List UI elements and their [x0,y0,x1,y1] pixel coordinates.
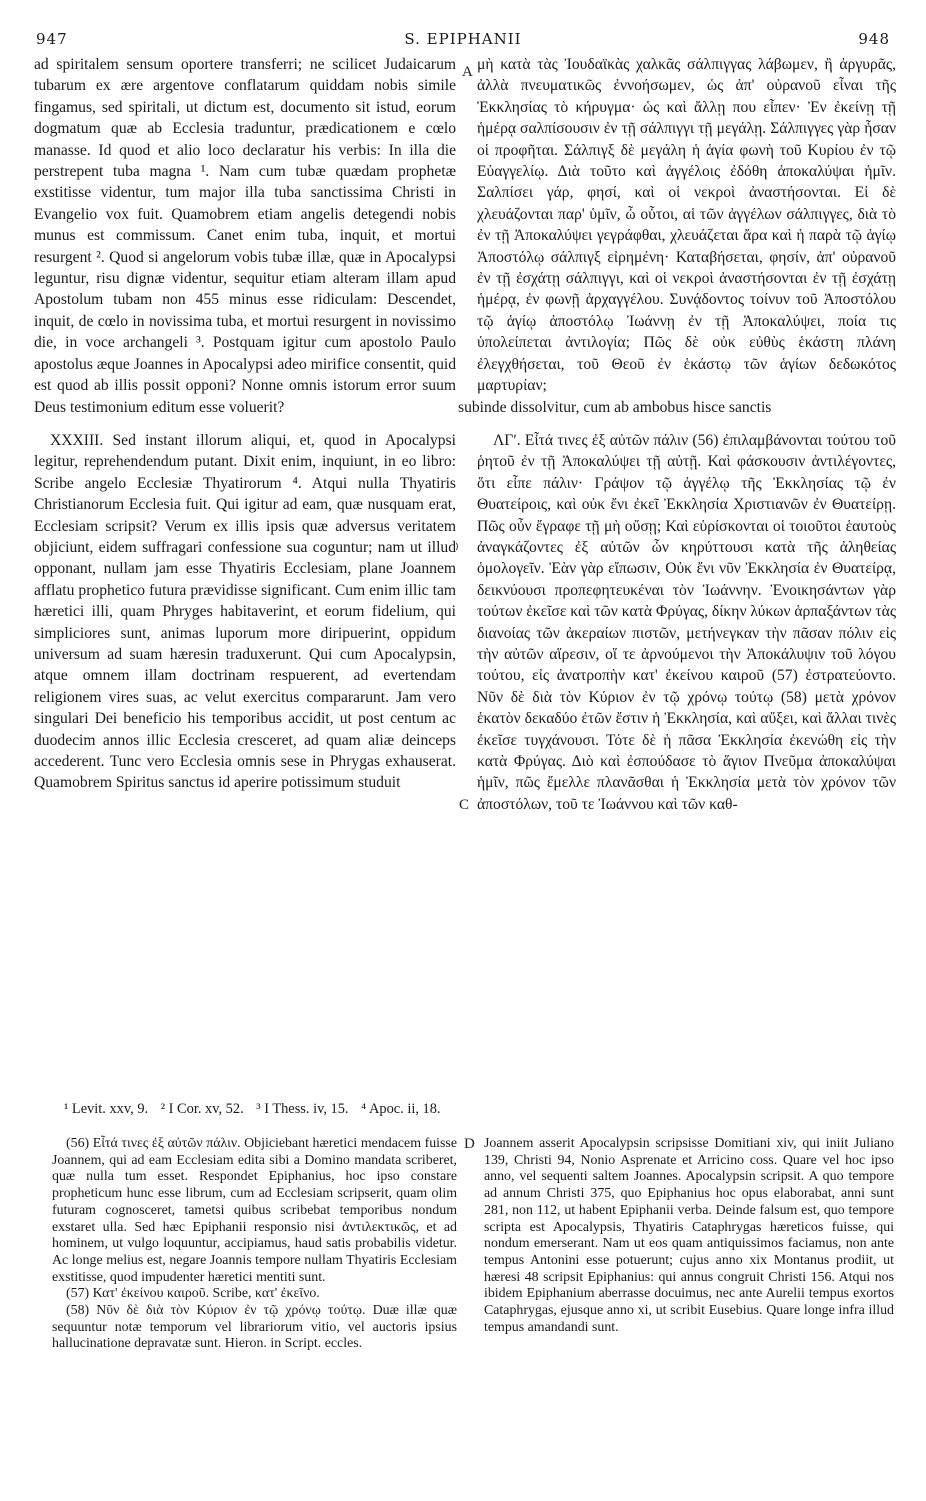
margin-bracket: ⁾ [455,542,459,558]
latin-paragraph: XXXIII. Sed instant illorum aliqui, et, quod in Apocalypsi legitur, reprehendendum putant. Dixit enim, inquiunt, in eo libro: Scribe angelo Ecclesiæ Thyatirorum ⁴. Atqui nulla Thyatiris Christianorum Ecclesia fuit. Qui igitur ad eam, quæ nusquam erat, Ecclesiam scripsit? Verum ex illis ipsis quæ adversus veritatem objiciunt, eidem suffragari confessione sua coguntur; nam ut illud opponant, nullam jam esse Thyatiris Ecclesiam, plane Joannem afflatu prophetico futura prævidisse significant. Cum enim illic tam hæretici illi, quam Phryges habitaverint, et eorum fidelium, qui simpliciores sunt, animas luporum more diripuerint, oppidum universum ad suam hæresin traduxerunt. Qui cum Apocalypsin, atque omnem illam doctrinam respuerent, ad evertendam religionem vires suas, ac velut exercitus compararunt. Jam vero singulari Dei beneficio his temporibus accidit, ut post centum ac duodecim annos illic Ecclesia cresceret, ad quam aliæ deinceps accederent. Tunc vero Ecclesia omnis sese in Phrygas exhauserat. Quamobrem Spiritus sanctus id aperire potissimum studuit [34,431,456,792]
footnote: ³ I Thess. iv, 15. [256,1101,349,1117]
footnote: ² I Cor. xv, 52. [160,1101,244,1117]
greek-paragraph: μὴ κατὰ τὰς Ἰουδαϊκὰς χαλκᾶς σάλπιγγας λάβωμεν, ἢ ἀργυρᾶς, ἀλλὰ πνευματικῶς ἐννοήσωμεν, ὡς ἀπ' οὐρανοῦ εἶναι τῆς Ἐκκλησίας τὸ κήρυγμα· ὡς καὶ ἄλλῃ που εἶπεν· Ἐν ἐκείνῃ τῇ ἡμέρᾳ σαλπίσουσιν ἐν τῇ σάλπιγγι τῇ μεγάλῃ. Σάλπιγγες γὰρ ἦσαν οἱ προφῆται. Σάλπιγξ δὲ μεγάλη ἡ ἁγία φωνὴ τοῦ Κυρίου ἐν τῷ Εὐαγγελίῳ. Διὰ τοῦτο καὶ ἀγγέλοις ἐδόθη ἀποκαλύψαι ἡμῖν. Σαλπίσει γάρ, φησί, καὶ οἱ νεκροὶ ἀναστήσονται. Εἰ δὲ χλευάζονται παρ' ὑμῖν, ὦ οὗτοι, αἱ τῶν ἀγγέλων σάλπιγγες, διὰ τὸ ἐν τῇ Ἀποκαλύψει γεγράφθαι, χλευάζεται ἄρα καὶ ἡ παρὰ τῷ ἁγίῳ Ἀποστόλῳ σάλπιγξ εἰρημένη· Καταβήσεται, φησίν, ἀπ' οὐρανοῦ ἐν τῇ ἐσχάτῃ σάλπιγγι, καὶ οἱ νεκροὶ ἀναστήσονται ἐν τῇ ἐσχάτῃ ἡμέρᾳ, ἐν φωνῇ ἀρχαγγέλου. Συνᾴδοντος τοίνυν τοῦ Ἀποστόλου τῷ ἁγίῳ ἀποστόλῳ Ἰωάννῃ ἐν τῇ Ἀποκαλύψει, ποία τις ὑπολείπεται ἀντιλογία; Πῶς δὲ οὐκ εὐθὺς ἑκάστη πλάνη ἐλεγχθήσεται, τοῦ Θεοῦ ἐν ἑκάστῳ τῶν ἁγίων δεδωκότος μαρτυρίαν; [477,56,896,395]
footnote: ¹ Levit. xxv, 9. [64,1101,149,1117]
note: (58) Νῦν δὲ διὰ τὸν Κύριον ἐν τῷ χρόνῳ τούτῳ. Duæ illæ quæ sequuntur notæ temporum vel librariorum vitio, vel auctoris ipsius hallucinatione depravatæ sunt. Hieron. in Script. eccles. [52,1303,457,1352]
latin-column [34,54,456,794]
footnotes [64,1101,450,1118]
greek-column [458,54,897,815]
notes-left [52,1136,457,1353]
footnote: ⁴ Apoc. ii, 18. [361,1101,441,1117]
running-title: S. EPIPHANII [404,30,522,48]
margin-letter-a: A [462,64,473,80]
margin-letter-c: C [459,797,470,813]
note: (57) Κατ' ἐκείνου καιροῦ. Scribe, κατ' ἐκεῖνο. [66,1286,320,1302]
latin-paragraph: ad spiritalem sensum oportere transferri; ne scilicet Judaicarum tubarum ex ære argentove conflatarum quiddam nobis simile fingamus, sed spiritali, ut dictum est, documento sit istud, eorum dogmatum quæ ab Ecclesia traduntur, prædicationem e cœlo manasse. Id quod et alio loco declaratur his verbis: In illa die perstrepent tuba magna ¹. Nam cum tubæ quædam prophetæ exstitisse videntur, tum major illa tuba sanctissima Christi in Evangelio vox fuit. Quamobrem etiam angelis detegendi nobis munus est commissum. Canet enim tuba, inquit, et mortui resurgent ². Quod si angelorum vobis tubæ illæ, quæ in Apocalypsi leguntur, risu dignæ videntur, sequitur etiam alteram illam apud Apostolum tubam non 455 minus esse ridiculam: Descendet, inquit, de cœlo in novissima tuba, et mortui resurgent in novissimo die, in voce archangeli ³. Postquam igitur cum apostolo Paulo apostolus æque Joannes in Apocalypsi adeo mirifice consentit, quid est quod ab illis possit opponi? Nonne omnis istorum error suum Deus testimonium editum esse voluerit? [34,56,456,416]
margin-letter-d: D [464,1136,475,1152]
note: (56) Εἶτά τινες ἐξ αὐτῶν πάλιν. Objiciebant hæretici mendacem fuisse Joannem, qui ad eam Ecclesiam edita sibi a Domino mandata scriberet, quæ nulla tum esset. Respondet Epiphanius, hoc ipso constare propheticum hunc esse librum, cum ad Ecclesiam scripserit, quam olim futuram cognosceret, tametsi quibus scribebat temporibus nondum exstaret ulla. Sed hæc Epiphanii responsio nisi ἀντιλεκτικῶς, et ad hominem, ut vulgo loquuntur, accipiamus, haud satis probabilis videtur. Ac longe melius est, negare Joannis tempore nullam Thyatiris Ecclesiam exstitisse, quod impudenter hæretici mentiti sunt. [52,1136,457,1285]
latin-continuation: subinde dissolvitur, cum ab ambobus hisce sanctis [458,398,772,416]
notes-right [484,1136,894,1336]
page-number-left: 947 [36,30,68,48]
note: Joannem asserit Apocalypsin scripsisse Domitiani xiv, qui iniit Juliano 139, Christi 94, Nonio Asprenate et Arricino coss. Quare vel hoc ipso anno, vel sequenti saltem Joannes. Apocalypsin scripsit. A quo tempore ad annum Christi 375, quo Epiphanius hoc opus elaborabat, anni sunt 281, non 112, ut habent Epiphanii verba. Deinde falsum est, quo tempore scripta est Apocalypsis, Thyatiris Cataphrygas hæreticos fuisse, qui nondum emerserant. Nam ut eos quam antiquissimos faciamus, non ante tempus Antonini esse potuerunt; cujus anno xix Montanus prodiit, ut hæresi 48 scripsit Epiphanius: qui annus congruit Christi 156. Atqui nos ibidem Epiphanium aberrasse docuimus, nec ante Aurelii tempus exortos Cataphrygas, ejusque anno xi, ut scribit Eusebius. Quare longe infra illud tempus amandandi sunt. [484,1136,894,1335]
page-number-right: 948 [858,30,890,48]
greek-paragraph: ΛΓʹ. Εἶτά τινες ἐξ αὐτῶν πάλιν (56) ἐπιλαμβάνονται τούτου τοῦ ῥητοῦ ἐν τῇ Ἀποκαλύψει τῇ αὐτῇ. Καὶ φάσκουσιν ἀντιλέγοντες, ὅτι εἶπε πάλιν· Γράψον τῷ ἀγγέλῳ τῆς Ἐκκλησίας τῷ ἐν Θυατείροις, καὶ οὐκ ἔνι ἐκεῖ Ἐκκλησία Χριστιανῶν ἐν Θυατείρῃ. Πῶς οὖν ἔγραφε τῇ μὴ οὔσῃ; Καὶ εὑρίσκονται οἱ τοιοῦτοι ἑαυτοὺς ἀναγκάζοντες ἐξ αὐτῶν ὧν κηρύττουσι κατὰ τῆς ἀληθείας ὁμολογεῖν. Ἐὰν γὰρ εἴπωσιν, Οὐκ ἔνι νῦν Ἐκκλησία ἐν Θυατείρᾳ, δεικνύουσι προπεφητευκέναι τὸν Ἰωάννην. Ἐνοικησάντων γὰρ τούτων ἐκεῖσε καὶ τῶν κατὰ Φρύγας, δίκην λύκων ἁρπαξάντων τὰς διανοίας τῶν ἀκεραίων πιστῶν, μετήνεγκαν τὴν πᾶσαν πόλιν εἰς τὴν αὐτῶν αἵρεσιν, οἵ τε ἀρνούμενοι τὴν Ἀποκάλυψιν τοῦ λόγου τούτου, εἰς ἀνατροπὴν κατ' ἐκείνου καιροῦ (57) ἐστρατεύοντο. Νῦν δὲ διὰ τὸν Κύριον ἐν τῷ χρόνῳ τούτῳ (58) μετὰ χρόνον ἑκατὸν δεκαδύο ἐτῶν ἔστιν ἡ Ἐκκλησία, καὶ αὔξει, καὶ ἄλλαι τινὲς ἐκεῖσε τυγχάνουσι. Τότε δὲ ἡ πᾶσα Ἐκκλησία ἐκενώθη εἰς τὴν κατὰ Φρύγας. Διὸ καὶ ἐσπούδασε τὸ ἅγιον Πνεῦμα ἀποκαλύψαι ἡμῖν, πῶς ἔμελλε πλανᾶσθαι ἡ Ἐκκλησία μετὰ τὸν χρόνον τῶν ἀποστόλων, τοῦ τε Ἰωάννου καὶ τῶν καθ- [477,431,897,813]
